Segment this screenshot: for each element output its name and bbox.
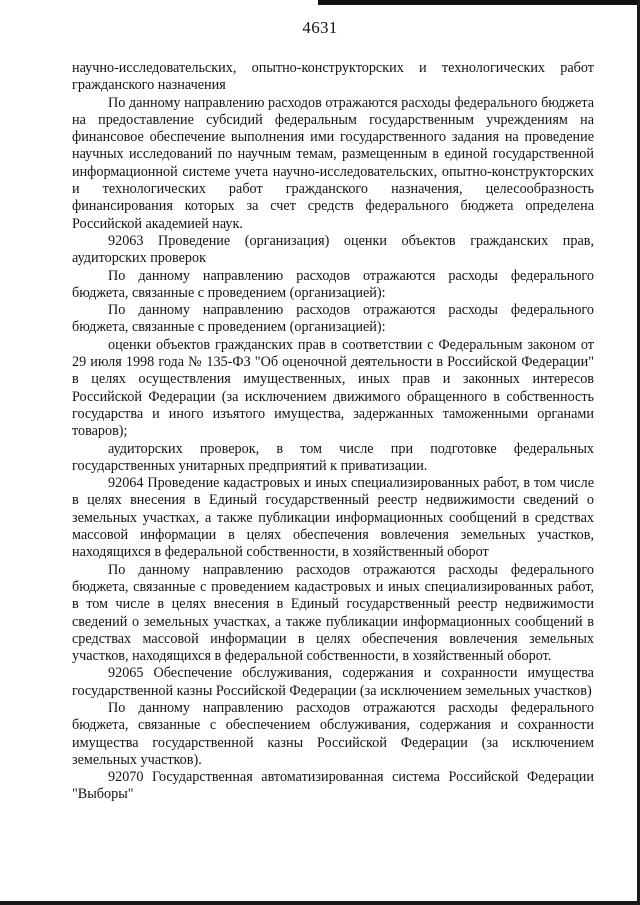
paragraph-92064-description: По данному направлению расходов отражаются расходы федерального бюджета, связанные с проведением кадастровых и иных специализированных работ, в том числе в целях внесения в Единый государственный реестр недвижимости сведений о земельных участках, а также публикации информационных сообщений в средствах массовой информации в целях обеспечения вовлечения земельных участков, находящихся в федеральной собственности, в хозяйственный оборот. bbox=[72, 561, 594, 665]
paragraph-continuation: научно-исследовательских, опытно-конструкторских и технологических работ гражданского назначения bbox=[72, 60, 594, 94]
paragraph-92065-description: По данному направлению расходов отражаются расходы федерального бюджета, связанные с обеспечением обслуживания, содержания и сохранности имущества государственной казны Российской Федерации (за исключением земельных участков). bbox=[72, 699, 594, 768]
page-number: 4631 bbox=[302, 18, 338, 37]
heading-92064: 92064 Проведение кадастровых и иных специализированных работ, в том числе в целях внесения в Единый государственный реестр недвижимости сведений о земельных участках, а также публикации информационных сообщений в средствах массовой информации в целях обеспечения вовлечения земельных участков, находящихся в федеральной собственности, в хозяйственный оборот bbox=[72, 475, 594, 561]
paragraph-92063-intro: По данному направлению расходов отражаются расходы федерального бюджета, связанные с проведением (организацией): bbox=[72, 267, 594, 301]
paragraph-92063-item-valuation: оценки объектов гражданских прав в соответствии с Федеральным законом от 29 июля 1998 года № 135-ФЗ "Об оценочной деятельности в Российской Федерации" в целях осуществления имущественных, иных прав и законных интересов Российской Федерации (за исключением движимого обращенного в собственность государства и иного изъятого имущества, задержанных таможенными органами товаров); bbox=[72, 336, 594, 440]
scan-top-edge bbox=[0, 0, 640, 6]
paragraph-9206x-description: По данному направлению расходов отражаются расходы федерального бюджета на предоставление субсидий федеральным государственным учреждениям на финансовое обеспечение выполнения ими государственного задания на проведение научных исследований по научным темам, размещенным в единой государственной информационной системе учета научно-исследовательских, опытно-конструкторских и технологических работ гражданского назначения, целесообразность финансирования которых за счет средств федерального бюджета определена Российской академией наук. bbox=[72, 94, 594, 232]
paragraph-92063-intro-repeat: По данному направлению расходов отражаются расходы федерального бюджета, связанные с проведением (организацией): bbox=[72, 302, 594, 336]
heading-92065: 92065 Обеспечение обслуживания, содержания и сохранности имущества государственной казны Российской Федерации (за исключением земельных участков) bbox=[72, 665, 594, 699]
scan-bottom-edge bbox=[0, 901, 640, 905]
heading-92063: 92063 Проведение (организация) оценки объектов гражданских прав, аудиторских проверок bbox=[72, 232, 594, 267]
document-body bbox=[72, 60, 594, 804]
paragraph-92063-item-audit: аудиторских проверок, в том числе при подготовке федеральных государственных унитарных предприятий к приватизации. bbox=[72, 440, 594, 474]
heading-92070: 92070 Государственная автоматизированная система Российской Федерации "Выборы" bbox=[72, 769, 594, 803]
